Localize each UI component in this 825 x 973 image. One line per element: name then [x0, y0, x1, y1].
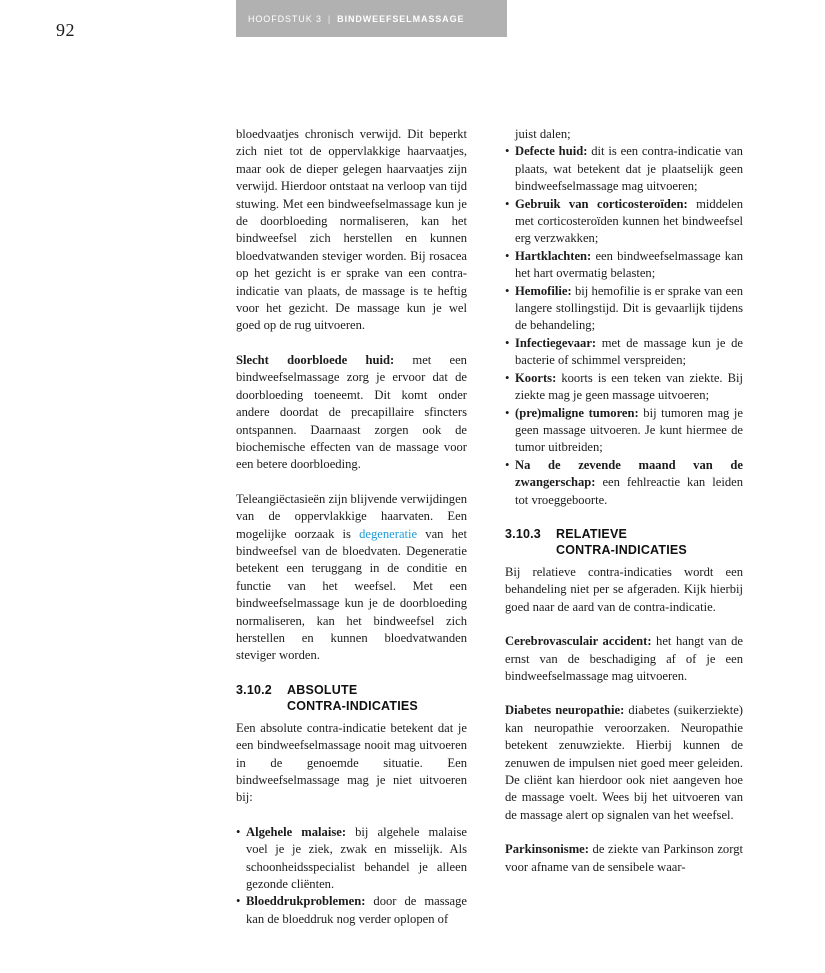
chapter-title: BINDWEEFSELMASSAGE: [337, 13, 465, 24]
text-run: Bij relatieve contra-indicaties wordt een behandeling niet per se afgeraden. Kijk hierbij goed naar de aard van de contra-indicatie.: [505, 564, 743, 614]
section-title-line: CONTRA-INDICATIES: [556, 543, 687, 558]
section-number: 3.10.2: [236, 682, 272, 697]
text-run: door de massage kan de bloeddruk nog verder oplopen of: [246, 894, 467, 926]
paragraph-continuation: [515, 126, 743, 143]
bullet-marker: •: [505, 405, 510, 420]
text-run: de ziekte van Parkinson zorgt voor afname van de sensibele waar-: [505, 842, 743, 874]
bold-lead-in: Slecht doorbloede huid:: [236, 352, 395, 367]
bullet-marker: •: [505, 457, 510, 472]
bullet-marker: •: [505, 283, 510, 298]
text-run: bij hemofilie is er sprake van een langere stollingstijd. Dit is gevaarlijk tijdens de behandeling;: [515, 283, 743, 333]
text-run: diabetes (suikerziekte) kan neuropathie veroorzaken. Neuropathie betekent zenuwziekte. Hierbij kunnen de zenuwen de impulsen niet goed meer geleiden. De cliënt kan hierdoor ook niet aangeven hoe de massage voelt. Wees bij het uitvoeren van de massage alert op signalen van het weefsel.: [505, 703, 743, 822]
bullet-text: [515, 457, 743, 509]
page-number: 92: [56, 20, 75, 40]
text-run: met de massage kun je de bacterie of schimmel verspreiden;: [515, 335, 743, 368]
bullet-text: [246, 893, 467, 928]
text-run: bij tumoren mag je geen massage uitvoeren. Je kunt hiermee de tumor uitbreiden;: [515, 405, 743, 455]
text-run: met een bindweefselmassage zorg je ervoor dat de doorbloeding toeneemt. Dit komt onder andere doordat de precapillaire sfincters ontspannen. Daarnaast zorgen ook de biochemische effecten van de massage voor een betere doorbloeding.: [236, 352, 467, 472]
text-run: Een absolute contra-indicatie betekent dat je een bindweefselmassage nooit mag uitvoeren in de genoemde situatie. Een bindweefselmassage mag je niet uitvoeren bij:: [236, 720, 467, 805]
bullet-marker: •: [505, 248, 510, 263]
paragraph: [236, 352, 467, 474]
bullet-item: [236, 824, 467, 894]
chapter-label: HOOFDSTUK 3: [248, 13, 322, 24]
section-title-line: RELATIEVE: [556, 526, 628, 541]
text-run: dit is een contra-indicatie van plaats, wat betekent dat je plaatselijk geen bindweefselmassage mag uitvoeren;: [515, 144, 743, 194]
text-link[interactable]: degeneratie: [359, 526, 418, 541]
bullet-marker: •: [505, 370, 510, 385]
bullet-text: [515, 283, 743, 335]
paragraph: [505, 841, 743, 876]
bullet-item: [505, 405, 743, 457]
bold-lead-in: (pre)maligne tumoren:: [515, 405, 639, 420]
bold-lead-in: Gebruik van corticosteroïden:: [515, 196, 688, 211]
bullet-text: [515, 196, 743, 248]
bullet-item: [505, 370, 743, 405]
text-run: middelen met corticosteroïden kunnen het bindweefsel erg verzwakken;: [515, 196, 744, 246]
bold-lead-in: Hartklachten:: [515, 248, 592, 263]
text-run: een bindweefselmassage kan het hart overmatig belasten;: [515, 248, 743, 281]
section-number: 3.10.3: [505, 526, 541, 541]
text-run: juist dalen;: [515, 127, 571, 141]
text-run: bij algehele malaise voel je je ziek, zwak en misselijk. Als schoonheidsspecialist behandel je alleen gezonde cliënten.: [246, 824, 468, 892]
bold-lead-in: Diabetes neuropathie:: [505, 703, 625, 718]
text-run: het hangt van de ernst van de beschadiging af of je een bindweefselmassage mag uitvoeren.: [505, 634, 744, 683]
bullet-item: [505, 143, 743, 195]
paragraph: [505, 633, 743, 685]
section-heading: [236, 682, 467, 715]
bullet-text: [515, 248, 743, 283]
bullet-item: [236, 893, 467, 928]
bullet-text: [515, 370, 743, 405]
paragraph: [236, 720, 467, 807]
bold-lead-in: Na de zevende maand van de zwangerschap:: [515, 457, 743, 490]
bullet-text: [515, 143, 743, 195]
paragraph: [236, 491, 467, 665]
right-column: [505, 126, 743, 893]
text-run: bloedvaatjes chronisch verwijd. Dit beperkt zich niet tot de oppervlakkige haarvaatjes, maar ook de dieper gelegen haarvaatjes zijn verwijd. Hierdoor ontstaat na verloop van tijd stuwing. Met een bindweefselmassage kun je de doorbloeding normaliseren, kan het bindweefsel zich herstellen en kunnen bloedvatwanden steviger worden. Bij rosacea op het gezicht is er sprake van een contra-indicatie van plaats, de massage is te heftig voor het gezicht. De massage kun je wel goed op de rug uitvoeren.: [236, 127, 467, 333]
section-title-line: CONTRA-INDICATIES: [287, 699, 418, 714]
bullet-item: [505, 248, 743, 283]
text-run: Teleangiëctasieën zijn blijvende verwijdingen van de oppervlakkige haarvaten. Een mogelijke oorzaak is: [236, 491, 467, 541]
bullet-marker: •: [505, 144, 510, 159]
chapter-banner: [236, 0, 507, 37]
paragraph: [505, 702, 743, 824]
bullet-text: [246, 824, 467, 894]
bullet-item: [505, 457, 743, 509]
section-title: [556, 526, 687, 559]
text-run: koorts is een teken van ziekte. Bij ziekte mag je geen massage uitvoeren;: [515, 370, 743, 403]
paragraph: [236, 126, 467, 335]
left-column: [236, 126, 467, 928]
bullet-text: [515, 405, 743, 457]
bullet-item: [505, 283, 743, 335]
bullet-item: [505, 335, 743, 370]
bullet-text: [515, 335, 743, 370]
bold-lead-in: Koorts:: [515, 370, 557, 385]
chapter-separator: |: [327, 13, 332, 24]
bullet-marker: •: [505, 196, 510, 211]
bold-lead-in: Infectiegevaar:: [515, 335, 597, 350]
paragraph: [505, 564, 743, 616]
section-heading: [505, 526, 743, 559]
bullet-marker: •: [236, 824, 241, 839]
bullet-item: [505, 196, 743, 248]
bold-lead-in: Cerebrovasculair accident:: [505, 634, 652, 649]
bold-lead-in: Algehele malaise:: [246, 824, 347, 839]
bullet-marker: •: [505, 335, 510, 350]
bold-lead-in: Hemofilie:: [515, 283, 572, 298]
bullet-marker: •: [236, 894, 241, 909]
bold-lead-in: Defecte huid:: [515, 144, 588, 159]
text-run: van het bindweefsel van de bloedvaten. Degeneratie betekent een teruggang in de conditie en functie van het weefsel. Met een bindweefselmassage kun je de doorbloeding normaliseren, kan het bindweefsel zich herstellen en kunnen bloedvatwanden steviger worden.: [236, 526, 468, 663]
section-title-line: ABSOLUTE: [287, 682, 358, 697]
bold-lead-in: Bloeddrukproblemen:: [246, 894, 366, 909]
bold-lead-in: Parkinsonisme:: [505, 842, 589, 857]
section-title: [287, 682, 418, 715]
text-run: een fehlreactie kan leiden tot vroeggeboorte.: [515, 475, 743, 507]
